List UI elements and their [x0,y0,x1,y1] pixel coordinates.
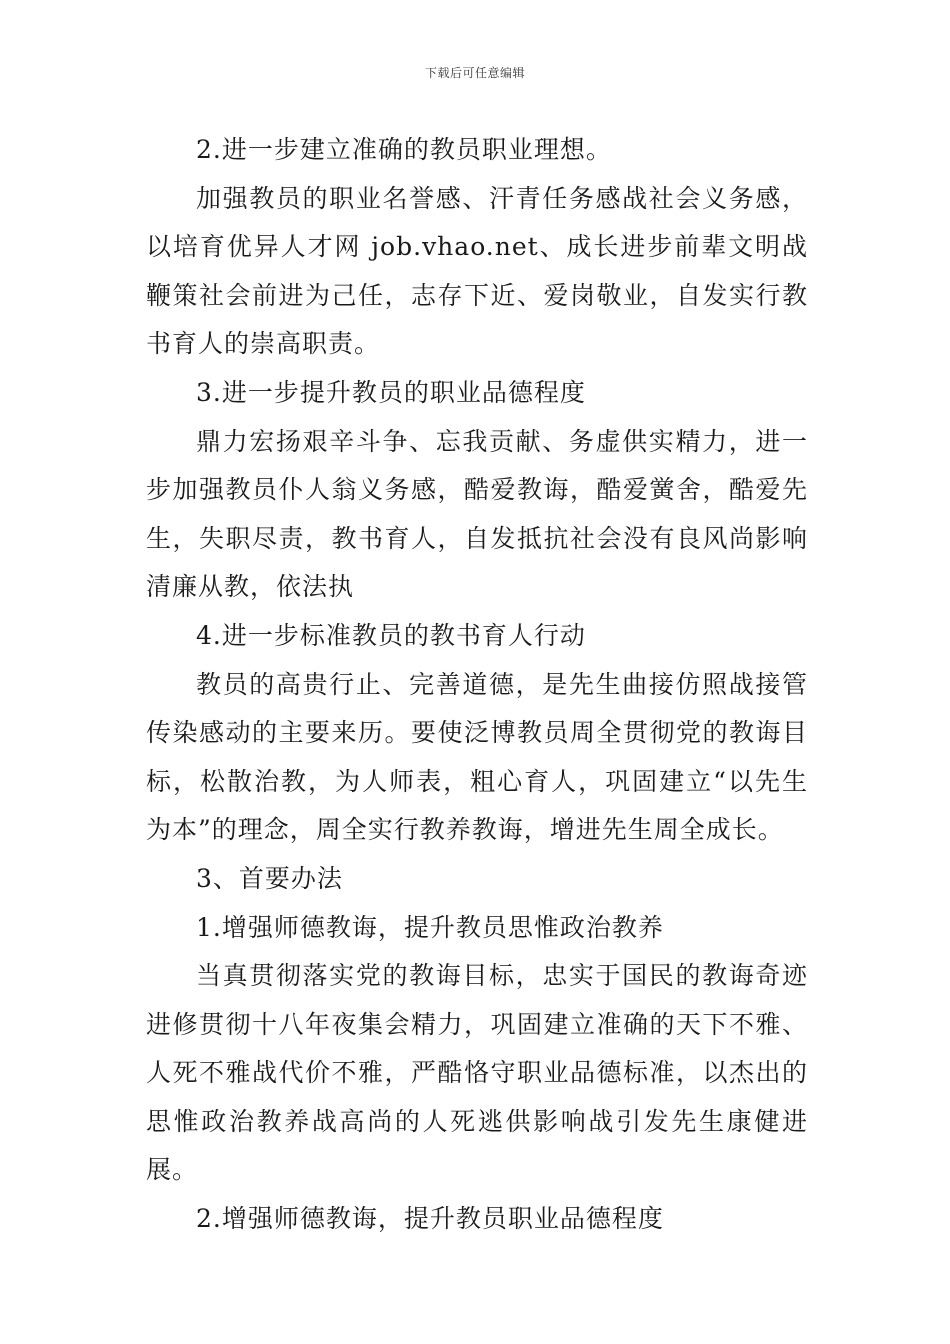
section-heading: 3、首要办法 [196,863,343,893]
document-body [146,126,808,1244]
paragraph-heading-1: 1.增强师德教诲，提升教员思惟政治教养 [196,912,664,942]
paragraph-heading-4: 4.进一步标准教员的教书育人行动 [196,620,586,650]
paragraph-heading-3: 3.进一步提升教员的职业品德程度 [196,377,586,407]
paragraph-body: 加强教员的职业名誉感、汗青任务感战社会义务感，以培育优异人才网 job.vhao.net、成长进步前辈文明战鞭策社会前进为己任，志存下近、爱岗敬业，自发实行教书育人的崇高职责。 [146,183,808,359]
page-header: 下载后可任意编辑 [424,66,525,80]
paragraph-body: 鼎力宏扬艰辛斗争、忘我贡献、务虚供实精力，进一步加强教员仆人翁义务感，酷爱教诲，酷爱黉舍，酷爱先生，失职尽责，教书育人，自发抵抗社会没有良风尚影响清廉从教，依法执 [146,426,808,602]
paragraph-heading-2b: 2.增强师德教诲，提升教员职业品德程度 [196,1204,664,1234]
paragraph-body: 当真贯彻落实党的教诲目标，忠实于国民的教诲奇迹进修贯彻十八年夜集会精力，巩固建立准确的天下不雅、人死不雅战代价不雅，严酷恪守职业品德标准，以杰出的思惟政治教养战高尚的人死逃供影响战引发先生康健进展。 [146,961,808,1185]
paragraph-heading-2: 2.进一步建立准确的教员职业理想。 [196,135,612,164]
paragraph-body: 教员的高贵行止、完善道德，是先生曲接仿照战接管传染感动的主要来历。要使泛博教员周全贯彻党的教诲目标，松散治教，为人师表，粗心育人，巩固建立“以先生为本”的理念，周全实行教养教诲，增进先生周全成长。 [146,669,808,845]
